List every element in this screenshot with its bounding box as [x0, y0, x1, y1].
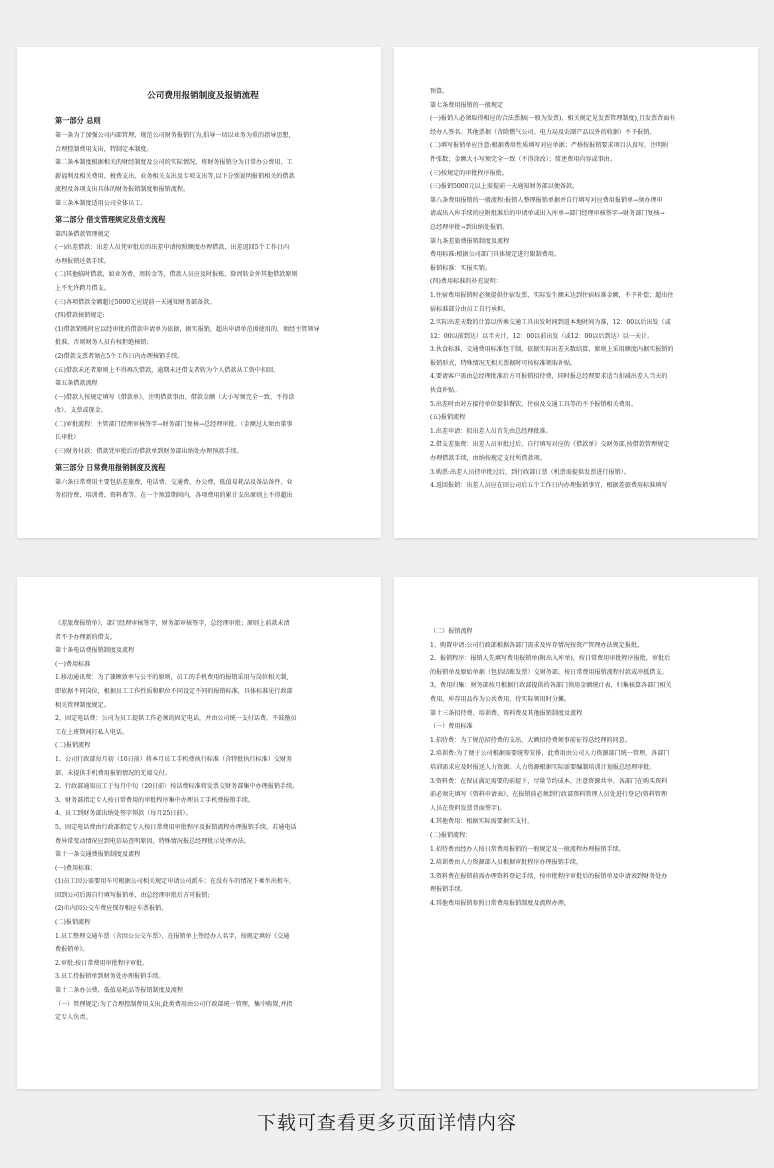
text-line: 3.购票:出差人员持审批过后，到行政部订票（机票需提供发票进行报销）。	[430, 468, 630, 476]
text-line: (二)报销流程	[55, 742, 91, 750]
text-line: (1)借款销账时应以经审批的借款申请单为依据，据实报销，超出申请单范围使用的，须经主管领导	[55, 325, 320, 333]
text-line: 4.其他费用报销参照日常费用报销制度及流程办理。	[430, 899, 570, 907]
text-line: (一)费用标准	[55, 660, 91, 668]
text-line: 的报销单及原始单据（包括结账发票）交财务部，按日常费用报销流程付款或冲抵借支。	[430, 668, 668, 676]
section-heading: 第一部分 总则	[55, 116, 101, 125]
text-line: 人员在资料发票背面签字)。	[430, 804, 506, 812]
text-line: 相关管理制度规定。	[55, 701, 110, 709]
document-title: 公司费用报销制度及报销流程	[147, 91, 259, 101]
text-line: 1、购置申请:公司行政部根据各部门需求及库存情况按资产管理办法规定报批。	[430, 641, 644, 649]
text-line: (一)出差借款：出差人员凭审批后的出差申请按照额度办理借款，出差返回5个工作日内	[55, 244, 290, 252]
section-heading: 第三部分 日常费用报销制度及流程	[55, 462, 166, 472]
text-line: 3.资料费在报销前需办理资料登记手续，按审批程序审批后的报销单及申请表到财务处办	[430, 872, 668, 880]
text-line: 改）、支票或现金。	[55, 407, 107, 415]
text-line: (四)借款核销规定:	[55, 312, 105, 320]
text-line: 《差旅费报销单》，部门经理审核签字，财务部审核签字，总经理审批；原则上前款未清	[55, 620, 290, 627]
text-line: (五)借款未还者原则上不得再次借款，逾期未还借支者转为个人借款从工资中扣回。	[55, 366, 280, 374]
text-line: (三)各项借款金额超过5000元应提前一天通知财务部备款。	[55, 298, 216, 306]
text-line: 第十二条办公费、低值易耗品等报销制度及流程	[55, 987, 183, 995]
document-page-3	[17, 577, 381, 1089]
text-line: 合理控制费用支出，特制定本制度。	[55, 145, 153, 153]
text-line: 2、行政部通知员工于每月中旬（20日前）按话费标准将发票交财务部集中办理报销手续。	[55, 783, 299, 791]
download-more-caption: 下载可查看更多页面详情内容	[256, 1112, 517, 1134]
text-line: 1.招待费：为了规范招待费的支出，大额招待费须事前征得总经理的同意。	[430, 736, 631, 744]
text-line: 第四条借款管理规定	[55, 230, 110, 238]
text-line: 批准，否则财务人员有权拒绝核销；	[55, 339, 153, 347]
text-line: 第六条日常费用主要包括差旅费、电话费、交通费、办公费、低值易耗品及备品备件、业	[55, 478, 293, 486]
text-line: 费报销单》。	[55, 946, 89, 954]
text-line: (二)其他临时借款，如业务费、周转金等，借款人员应及时报账，除周转金外其他借款原则	[55, 271, 298, 279]
text-line: 第十条电话费报销制度及流程	[55, 647, 135, 655]
text-line: 者不予办理新的借支。	[55, 633, 116, 641]
text-line: 2.审批:按日常费用审批程序审批。	[55, 959, 149, 967]
text-line: 培训需求应及时报送人力资源。人力资源根据实际需要编制培训计划报总经理审批。	[430, 763, 656, 771]
text-line: 工在上班期间打私人电话。	[55, 728, 129, 736]
text-line: 请或出入库手续的应附批准后的申请单或出入库单→部门经理审核签字→财务部门复核→	[430, 210, 665, 218]
text-line: 3.资料费：在保证满足需要的前提下，尽量节约成本，注意资源共享。各部门在购买资料	[430, 777, 668, 785]
text-line: (一)报销人必须取得相应的合法票据(一般为发票)，相关规定见发票管理制度),且发票背面有	[430, 115, 676, 123]
text-line: (2)借款支票者须在5个工作日内办理核销手续。	[55, 352, 184, 360]
text-line: 12：00以前到达）以半天计，12：00以前出发（或12：00以后到达）以一天计。	[430, 332, 654, 340]
text-line: 长审批）	[55, 434, 80, 442]
text-line: 1.招待费由经办人按日常费用报销的一般规定及一般流程办理报销手续。	[430, 845, 625, 853]
text-line: 经办人签名。其他票据（含除燃气公司、电力局及农副产品以外的收据）不予报销。	[430, 128, 656, 136]
text-line: 第二条本制度根据相关的财经制度及公司的实际情况，将财务报销分为日常办公费用、工	[55, 159, 293, 167]
text-line: (二)审批流程：主管部门经理审核签字→财务部门复核→总经理审批。（金额过大须由董事	[55, 420, 293, 428]
text-line: (二)报销流程：	[430, 831, 472, 839]
text-line: 3、财务部指定专人按日常费用的审批程序集中办理员工手机费报销手续。	[55, 796, 254, 804]
document-page-2	[394, 47, 758, 538]
text-line: 3.员工持报销单到财务处办理报销手续。	[55, 973, 165, 981]
text-line: 2.培训费:为了便于公司根据需要统筹安排，此费用由公司人力资源部门统一管理，各部门	[430, 750, 670, 758]
text-line: 费用，库存用品作为公共费用，待实际领用时分摊。	[430, 695, 571, 703]
text-line: 回到公司后需自行填写报销单，由总经理审批后方可报销;	[55, 891, 210, 899]
text-line: 即依据不同岗位，根据员工工作性质和职位不同设定不同的报销标准，具体标准见行政部	[55, 687, 293, 695]
text-line: 3、费用归集：财务部按月根据行政部提供的各部门领用金额统计表，归集核算各部门相关	[430, 682, 672, 690]
text-line: 上不允许跨月借支。	[55, 284, 110, 292]
text-line: 第十三条招待费、培训费、资料费及其他报销制度及流程	[430, 709, 583, 717]
text-line: 第八条费用报销的一般流程:报销人整理报销单据并自行填写对应费用报销单→须办理申	[430, 196, 663, 204]
text-line: 4、员工到财务部出纳处签字领款（每月25日前）。	[55, 810, 192, 818]
text-line: （一）管理规定:为了合理控制费用支出,此类费用由公司行政部统一管理，集中购置,并指	[55, 1000, 293, 1008]
text-line: 宿标准部分由员工自行承担。	[430, 305, 510, 313]
text-line: 3.伙食标准、交通费用标准包干制，依据实际出差天数结算，原则上采用额度内据实报销的	[430, 346, 674, 354]
text-line: 预算。	[430, 88, 449, 95]
text-line: 费异常变动情况应到电信局查明原因，特殊情况报总经理批示处理办法。	[55, 837, 250, 845]
text-line: 前必须先填写《资料申请表》，在报销前必须到行政部资料管理人员处进行登记(资料管理	[430, 791, 667, 799]
text-line: 办理借款手续，由纳按规定支付所借款项。	[430, 455, 546, 463]
text-line: 1、公司行政部每月初（10日前）将本月员工手机费执行标准（含特批执行标准）交财务	[55, 755, 293, 763]
text-line: (1)员工因公需要用车可根据公司相关规定申请公司派车；在没有车的情况下乘坐出租车,	[55, 878, 292, 886]
text-line: 2、报销程序：报销人先填写费用报销单(附出入库单)，按日常费用审批程序报批，审批后	[430, 655, 671, 663]
text-line: 第十一条交通费报销制度及流程	[55, 851, 141, 859]
text-line: 第五条借款流程	[55, 380, 98, 388]
text-line: 1.出差申请：拟出差人员首先由总经理批准。	[430, 427, 552, 435]
text-line: 薪福利及相关费用、税费支出、业务相关支出及专项支出等,以下分别说明报销相关的借款	[55, 172, 295, 180]
text-line: 1.住宿费用报销时必须提供住宿发票，实际发生额未达到住宿标准金额，不予补偿；超出住	[430, 291, 674, 299]
text-line: 1.移动通讯费：为了兼顾效率与公平的原则，员工的手机费用的报销采用与岗位相关制,	[55, 674, 289, 682]
text-line: （二）报销流程	[430, 628, 473, 635]
text-line: （一）费用标准	[430, 723, 473, 731]
text-line: 4.要请客户需由总经理批准后方可报销招待费，同时报总经理要求适当扣减出差人当天的	[430, 373, 668, 381]
section-heading: 第二部分 借支管理规定及借支流程	[55, 214, 166, 224]
text-line: 务招待费、培训费、资料费等。在一个预算期间内，各项费用的累计支出原则上不得超出	[55, 492, 293, 500]
text-line: (四)费用标准的补充说明：	[430, 278, 502, 286]
text-line: (2)市内因公交车费应保存相应车票报销。	[55, 905, 168, 913]
text-line: 办理报销还款手续。	[55, 257, 110, 265]
text-line: 第九条差旅费报销制度及流程	[430, 237, 510, 245]
text-line: (三)财务付款：借款凭审批后的借款单到财务部出纳处办理预款手续。	[55, 448, 243, 456]
text-line: 第七条费用报销的一般规定	[430, 101, 504, 109]
text-line: 2.借支差旅费：出差人员审批过后，自行填写对应的《借款单》交财务部,按借款管理规定	[430, 441, 670, 449]
document-page-4	[394, 577, 758, 1089]
text-line: (二)报销流程	[55, 919, 91, 927]
text-line: 2、固定电话费：公司为员工提供工作必须的固定电话，并由公司统一支付话费。不鼓励员	[55, 715, 297, 723]
text-line: 第一条为了加强公司内部管理，规范公司财务报销行为,倡导一切以业务为重的指导思想,	[55, 132, 291, 139]
text-line: 4.其他费用：根据实际需要据实支付。	[430, 818, 534, 826]
text-line: 定专人负责。	[55, 1014, 92, 1022]
text-line: 1.员工整理交通车票（含因公公交车票），在报销单上签经办人名字，按规定填好《交通	[55, 932, 290, 940]
text-line: 件张数；金额大小写须完全一致（不得涂改）；简述费用内容或事由。	[430, 155, 616, 163]
text-line: 5.出差时由对方接待单位提供餐饮、住宿及交通工具等的不予报销相关费用。	[430, 400, 637, 408]
text-line: (一)费用标准：	[55, 864, 97, 872]
text-line: 报销形式，特殊情况无相关票据时可按标准领取补贴。	[430, 359, 577, 367]
text-line: 流程及各项支出具体的财务报销制度和报销流程。	[55, 186, 190, 194]
text-line: 费用标准:根据公司部门具体规定进行限制费用。	[430, 251, 561, 259]
text-line: 部，未提供手机费用报销情况的无端交付。	[55, 769, 171, 777]
text-line: 5、固定电话费由行政部指定专人按日常费用审批程序及报销流程办理报销手续，若通电话	[55, 823, 297, 831]
text-line: 理报销手续。	[430, 886, 467, 894]
text-line: 总经理审批→到出纳处报销。	[430, 223, 509, 231]
text-line: (三)报销5000元以上需提前一天通知财务部以便备款。	[430, 183, 579, 191]
text-line: (三)按规定的审批程序报批。	[430, 169, 508, 177]
text-line: (五)报销流程	[430, 414, 466, 422]
text-line: (一)借款人按规定填写《借款单》，注明借款事由、借款金额（大小写须完全一致，不得涂	[55, 393, 295, 401]
text-line: 2.培训费由人力资源部人员根据审批程序办理报销手续。	[430, 859, 583, 867]
text-line: 第三条本制度适用公司全体员工。	[55, 199, 147, 207]
document-page-1	[17, 47, 381, 538]
text-line: 伙食补贴。	[430, 387, 461, 395]
text-line: 4.返回报销：出差人员应在回公司后五个工作日内办理报销事宜，根据差旅费用标准填写	[430, 482, 668, 490]
text-line: 2.实际出差天数的计算以所乘交通工具出发时间到返本地时间为准，12：00以后出发（或	[430, 319, 671, 327]
text-line: (二)填写报销单应注意:根据费用性质填写对应单据；严格按报销要求项目认真写，注明附	[430, 142, 669, 150]
text-line: 报销标准：实报实销。	[430, 264, 491, 272]
